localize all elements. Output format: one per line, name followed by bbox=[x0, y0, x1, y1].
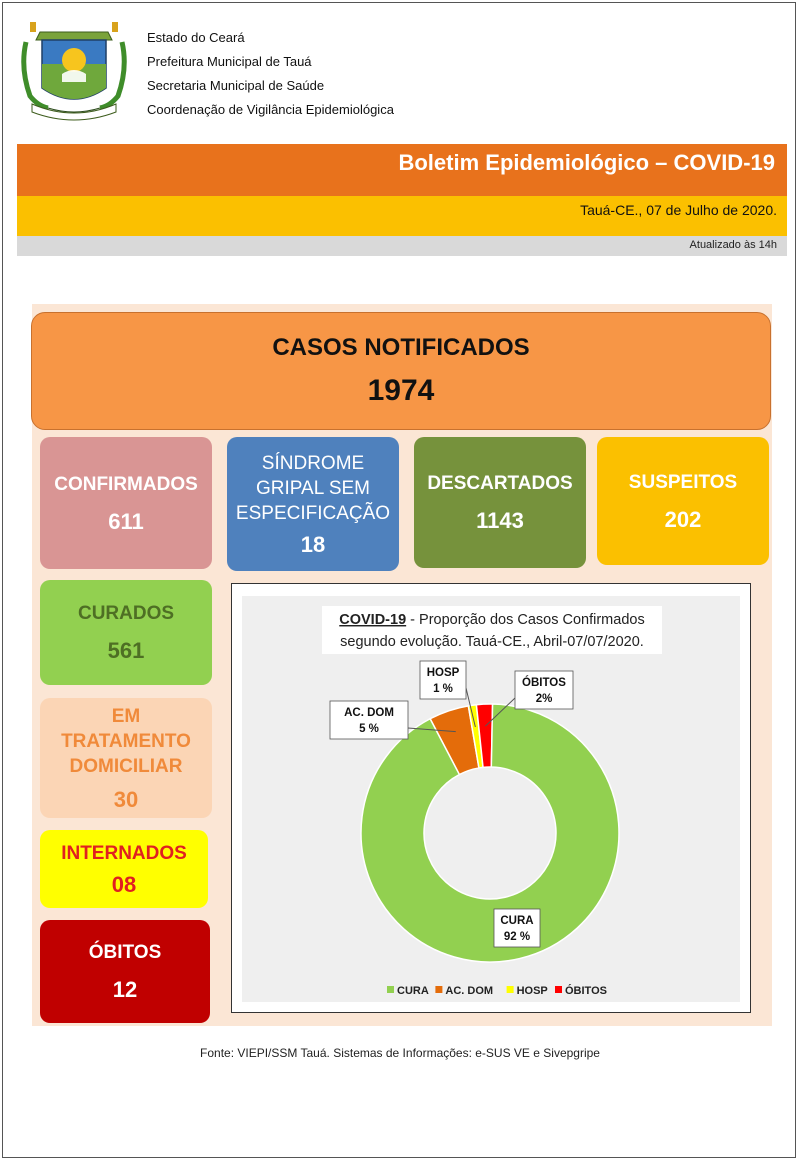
legend-swatch-cura bbox=[387, 986, 394, 993]
donut-chart bbox=[232, 584, 750, 1012]
data-label-name-hosp: HOSP bbox=[426, 667, 460, 679]
chart-title bbox=[339, 612, 644, 628]
org-line-state: Estado do Ceará bbox=[147, 30, 245, 45]
card-notified-value: 1974 bbox=[367, 373, 435, 407]
data-label-name-obitos: ÓBITOS bbox=[522, 677, 566, 689]
card-discarded-value: 1143 bbox=[476, 508, 524, 533]
card-discarded bbox=[414, 437, 586, 568]
card-hospitalized-label: INTERNADOS bbox=[61, 842, 187, 864]
card-discarded-label: DESCARTADOS bbox=[427, 473, 573, 494]
donut-chart-frame bbox=[231, 583, 751, 1013]
organization-block bbox=[147, 26, 394, 122]
card-notified-label: CASOS NOTIFICADOS bbox=[272, 333, 530, 361]
chart-title-bold: COVID-19 bbox=[339, 612, 407, 628]
legend-swatch-ac-dom bbox=[435, 986, 442, 993]
legend-label-obitos: ÓBITOS bbox=[565, 985, 607, 997]
org-line-surveillance: Coordenação de Vigilância Epidemiológica bbox=[147, 102, 394, 117]
source-footer: Fonte: VIEPI/SSM Tauá. Sistemas de Informações: e-SUS VE e Sivepgripe bbox=[200, 1046, 600, 1060]
card-suspected-value: 202 bbox=[664, 506, 702, 532]
org-line-city-hall: Prefeitura Municipal de Tauá bbox=[147, 54, 312, 69]
card-deaths-label: ÓBITOS bbox=[88, 942, 162, 963]
legend-label-hosp: HOSP bbox=[516, 985, 548, 997]
card-flu-syndrome-label: SÍNDROME GRIPAL SEM ESPECIFICAÇÃO bbox=[235, 452, 391, 524]
updated-time: Atualizado às 14h bbox=[17, 236, 787, 256]
card-notified bbox=[31, 312, 771, 430]
data-label-value-hosp: 1 % bbox=[433, 683, 453, 695]
card-hospitalized bbox=[40, 830, 208, 908]
card-flu-syndrome-value: 18 bbox=[300, 531, 326, 557]
legend-label-cura: CURA bbox=[397, 985, 429, 997]
card-confirmed-label: CONFIRMADOS bbox=[54, 473, 198, 495]
card-hospitalized-value: 08 bbox=[111, 871, 137, 897]
card-cured-label: CURADOS bbox=[77, 603, 175, 624]
card-flu-syndrome bbox=[227, 437, 399, 571]
card-cured-value: 561 bbox=[107, 638, 145, 663]
card-suspected bbox=[597, 437, 769, 565]
card-deaths bbox=[40, 920, 210, 1023]
legend-swatch-hosp bbox=[507, 986, 514, 993]
card-confirmed bbox=[40, 437, 212, 569]
card-deaths-value: 12 bbox=[112, 977, 138, 1002]
card-confirmed-value: 611 bbox=[108, 508, 144, 534]
card-home-treatment-label: EM TRATAMENTO DOMICILIAR bbox=[61, 705, 191, 777]
card-home-treatment bbox=[40, 698, 212, 818]
bulletin-title: Boletim Epidemiológico – COVID-19 bbox=[17, 144, 787, 196]
legend-label-ac-dom: AC. DOM bbox=[445, 985, 494, 997]
chart-title-rest: - Proporção dos Casos Confirmados bbox=[406, 612, 645, 628]
data-label-name-cura: CURA bbox=[500, 915, 534, 927]
place-date: Tauá-CE., 07 de Julho de 2020. bbox=[17, 196, 787, 236]
data-label-value-obitos: 2% bbox=[535, 693, 553, 705]
legend-swatch-obitos bbox=[555, 986, 562, 993]
card-suspected-label: SUSPEITOS bbox=[628, 471, 738, 493]
card-home-treatment-value: 30 bbox=[113, 786, 139, 812]
data-label-value-ac-dom: 5 % bbox=[359, 723, 379, 735]
org-line-health-secretariat: Secretaria Municipal de Saúde bbox=[147, 78, 325, 93]
data-label-value-cura: 92 % bbox=[503, 931, 531, 943]
card-cured bbox=[40, 580, 212, 685]
municipal-coat-of-arms-icon bbox=[18, 18, 130, 122]
data-label-name-ac-dom: AC. DOM bbox=[344, 707, 394, 719]
chart-title-line2: segundo evolução. Tauá-CE., Abril-07/07/2020. bbox=[340, 634, 644, 650]
